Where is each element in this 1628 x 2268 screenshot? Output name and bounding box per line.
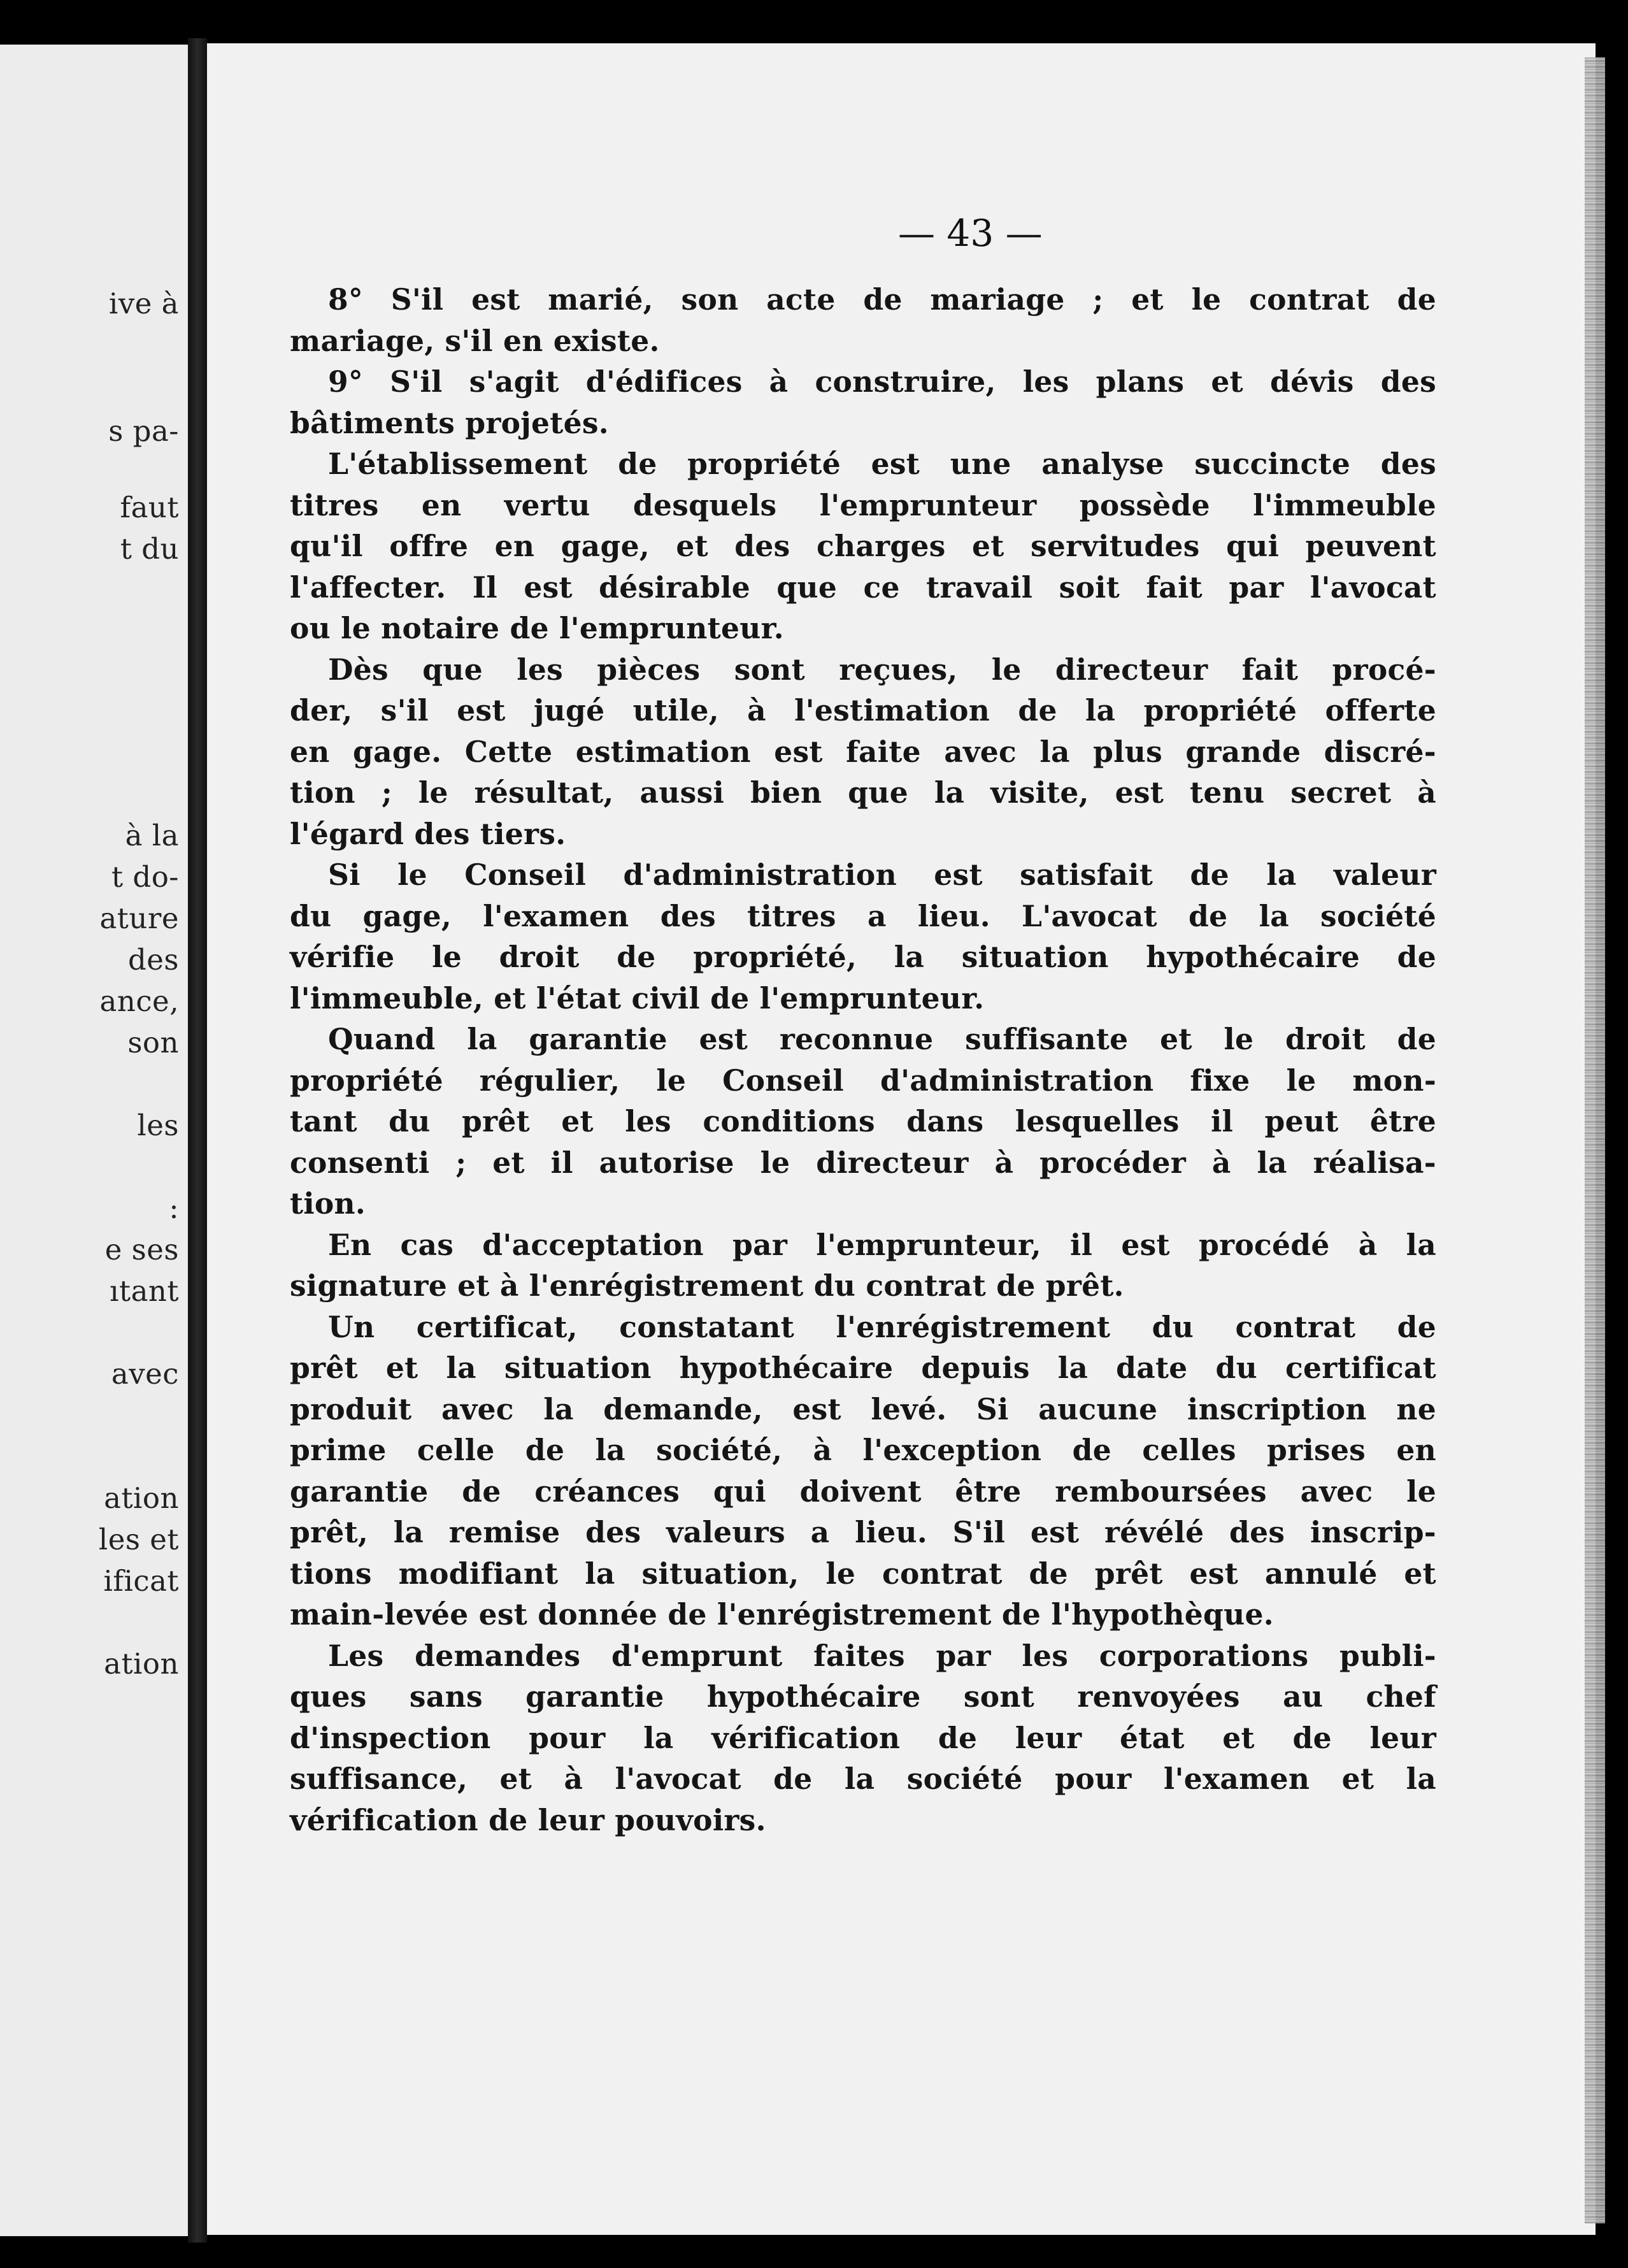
facing-page-text-fragment: ation — [104, 1647, 179, 1681]
text-line: qu'il offre en gage, et des charges et servitudes qui peuvent — [290, 529, 1436, 563]
text-line: vérifie le droit de propriété, la situation hypothécaire de — [290, 940, 1436, 974]
page-number: — 43 — — [898, 212, 1043, 255]
text-line: l'immeuble, et l'état civil de l'emprunteur. — [290, 980, 985, 1016]
text-line: Si le Conseil d'administration est satisfait de la valeur — [328, 858, 1436, 892]
text-line: En cas d'acceptation par l'emprunteur, il est procédé à la — [328, 1227, 1436, 1262]
facing-page-text-fragment: les — [137, 1109, 179, 1142]
text-line: ou le notaire de l'emprunteur. — [290, 611, 784, 645]
text-line: prime celle de la société, à l'exception de celles prises en — [290, 1433, 1436, 1467]
page-stack-edge — [1585, 57, 1605, 2223]
facing-page-text-fragment: e ses — [104, 1233, 179, 1267]
facing-page-text-fragment: t do- — [111, 860, 179, 894]
text-line: produit avec la demande, est levé. Si aucune inscription ne — [290, 1391, 1436, 1426]
text-line: tions modifiant la situation, le contrat de prêt est annulé et — [290, 1556, 1436, 1591]
facing-page-text-fragment: ificat — [103, 1564, 179, 1598]
text-line: der, s'il est jugé utile, à l'estimation de la propriété offerte — [290, 693, 1436, 728]
facing-page-text-fragment: ature — [99, 901, 179, 935]
text-line: Les demandes d'emprunt faites par les corporations publi- — [328, 1638, 1436, 1673]
facing-page-text-fragment: avec — [111, 1357, 179, 1391]
page-body-text — [290, 279, 1436, 1841]
text-line: du gage, l'examen des titres a lieu. L'avocat de la société — [290, 898, 1436, 933]
text-line: suffisance, et à l'avocat de la société pour l'examen et la — [290, 1762, 1436, 1796]
book-page — [207, 43, 1596, 2235]
text-line: vérification de leur pouvoirs. — [290, 1802, 766, 1837]
text-line: prêt et la situation hypothécaire depuis la date du certificat — [290, 1351, 1436, 1385]
text-line: l'égard des tiers. — [290, 816, 566, 851]
facing-page-text-fragment: ance, — [99, 984, 179, 1018]
text-line: prêt, la remise des valeurs a lieu. S'il est révélé des inscrip- — [290, 1515, 1436, 1549]
text-line: Un certificat, constatant l'enrégistrement du contrat de — [328, 1309, 1436, 1344]
text-line: 8° S'il est marié, son acte de mariage ; et le contrat de — [328, 282, 1436, 317]
facing-page-text-fragment: les et — [98, 1523, 179, 1556]
text-line: L'établissement de propriété est une analyse succincte des — [328, 447, 1436, 481]
text-line: d'inspection pour la vérification de leur état et de leur — [290, 1720, 1436, 1755]
text-line: main-levée est donnée de l'enrégistrement de l'hypothèque. — [290, 1597, 1274, 1632]
text-line: ques sans garantie hypothécaire sont renvoyées au chef — [290, 1679, 1436, 1714]
facing-page-text-fragment: à la — [125, 819, 179, 852]
text-line: consenti ; et il autorise le directeur à procéder à la réalisa- — [290, 1145, 1436, 1180]
text-line: titres en vertu desquels l'emprunteur possède l'immeuble — [290, 487, 1436, 522]
facing-page-text-fragment: ıtant — [110, 1274, 179, 1308]
text-line: mariage, s'il en existe. — [290, 323, 660, 358]
facing-page-text-fragment: ation — [104, 1481, 179, 1515]
facing-page-text-fragment: t du — [120, 532, 179, 566]
text-line: garantie de créances qui doivent être remboursées avec le — [290, 1474, 1436, 1509]
text-line: tion. — [290, 1186, 366, 1221]
facing-page-text-fragment: son — [127, 1026, 179, 1059]
facing-page-text-fragment: ive à — [108, 287, 179, 320]
text-line: signature et à l'enrégistrement du contrat de prêt. — [290, 1268, 1124, 1303]
text-line: tant du prêt et les conditions dans lesquelles il peut être — [290, 1104, 1436, 1138]
facing-page-text-fragment: s pa- — [108, 414, 179, 448]
text-line: tion ; le résultat, aussi bien que la visite, est tenu secret à — [290, 775, 1436, 810]
text-line: Quand la garantie est reconnue suffisante et le droit de — [328, 1022, 1436, 1056]
text-line: 9° S'il s'agit d'édifices à construire, les plans et dévis des — [328, 364, 1436, 399]
text-line: l'affecter. Il est désirable que ce travail soit fait par l'avocat — [290, 570, 1436, 605]
text-line: propriété régulier, le Conseil d'administration fixe le mon- — [290, 1063, 1436, 1098]
facing-page-text-fragment: faut — [120, 491, 179, 524]
book-gutter — [188, 38, 207, 2243]
text-line: en gage. Cette estimation est faite avec la plus grande discré- — [290, 734, 1436, 769]
text-line: Dès que les pièces sont reçues, le directeur fait procé- — [328, 652, 1436, 687]
facing-page-text-fragment: : — [169, 1191, 179, 1225]
text-line: bâtiments projetés. — [290, 405, 609, 440]
facing-page-text-fragment: des — [127, 943, 179, 977]
facing-page-fragment — [0, 45, 188, 2236]
